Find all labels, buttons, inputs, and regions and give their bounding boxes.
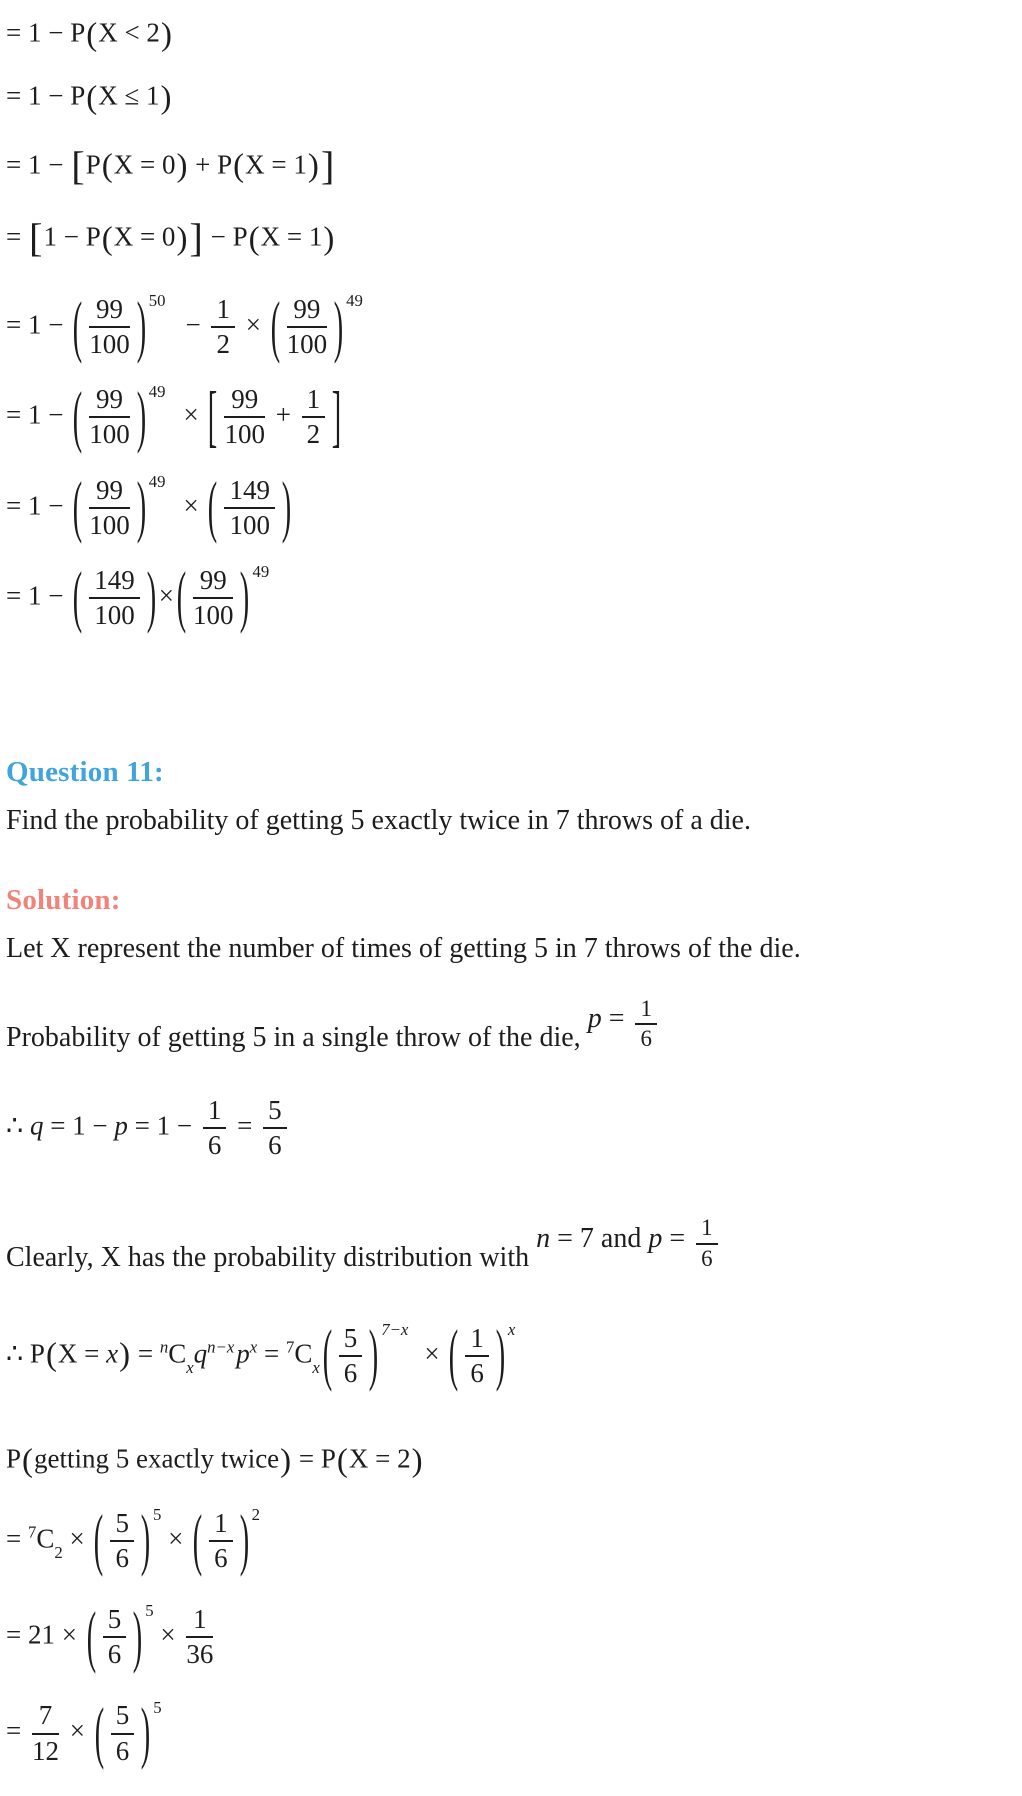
math-fraction [224, 385, 265, 449]
denominator: 6 [701, 1246, 713, 1272]
math-bracket: ) [176, 148, 188, 185]
math-text: = 21 × [6, 1619, 84, 1650]
math-fraction [89, 566, 140, 630]
math-bracket: ) [160, 79, 172, 116]
math-superscript: 7−x [381, 1319, 409, 1339]
math-superscript: x [507, 1319, 516, 1339]
question-11-text: Find the probability of getting 5 exactly twice in 7 throws of a die. [6, 805, 751, 837]
math-text: × [183, 489, 206, 520]
math-text: P [6, 1443, 22, 1474]
math-bracket: ( [248, 220, 260, 257]
eq-ptwice [6, 1440, 1022, 1483]
math-bracket: ] [331, 377, 342, 455]
math-bracket: ( [101, 220, 113, 257]
math-text: Probability of getting 5 in a single throw of the die, [6, 1022, 588, 1054]
math-text: getting 5 exactly twice [34, 1443, 280, 1474]
numerator: 1 [209, 1509, 233, 1542]
eq-6 [6, 377, 1022, 455]
math-superscript: 5 [152, 1505, 162, 1525]
math-bracket: ) [307, 148, 319, 185]
math-text: + [268, 399, 298, 430]
math-fraction [193, 566, 234, 630]
math-text: = [131, 1337, 160, 1368]
numerator: 1 [203, 1096, 227, 1129]
math-text: C [294, 1337, 313, 1368]
math-superscript: x [249, 1336, 258, 1356]
eq-712 [6, 1693, 1022, 1771]
eq-q [6, 1096, 1022, 1160]
math-text: = 1 − [6, 580, 71, 611]
numerator: 5 [103, 1605, 127, 1638]
math-bracket: ) [136, 468, 146, 545]
math-text: = P [292, 1443, 336, 1474]
math-text: × [153, 1619, 183, 1650]
math-text: = [6, 1715, 28, 1746]
eq-2 [6, 77, 1022, 120]
math-text: × [62, 1715, 92, 1746]
math-bracket: ) [160, 17, 172, 53]
math-bracket: ) [146, 558, 156, 635]
math-text: = 1 − P [6, 17, 86, 48]
math-bracket: ( [72, 558, 83, 635]
eq-21 [6, 1597, 1022, 1675]
math-text: X = 2 [348, 1443, 411, 1474]
math-text: = 1 − [6, 399, 71, 430]
math-bracket: ) [140, 1693, 151, 1771]
solution-text-1: Let X represent the number of times of getting 5 in 7 throws of the die. [6, 933, 801, 965]
question-11-heading: Question 11: [6, 756, 164, 789]
numerator: 99 [89, 476, 130, 509]
math-fraction [103, 1605, 127, 1669]
math-bracket: [ [208, 377, 218, 455]
math-subscript: 2 [54, 1542, 63, 1562]
math-superscript: 2 [251, 1505, 260, 1525]
math-bracket: ( [322, 1316, 332, 1393]
math-fraction [32, 1701, 59, 1765]
denominator: 100 [192, 600, 234, 630]
denominator: 6 [640, 1026, 652, 1052]
math-text: = [230, 1110, 260, 1141]
numerator: 1 [465, 1324, 489, 1357]
denominator: 2 [216, 329, 230, 360]
math-superscript: 7 [285, 1336, 295, 1356]
math-bracket: ) [411, 1442, 423, 1479]
math-bracket: ( [176, 558, 187, 635]
solution-text-3 [6, 1215, 1022, 1288]
numerator: 99 [89, 385, 130, 418]
math-variable: p [114, 1110, 128, 1141]
math-text: = [6, 1523, 28, 1554]
math-text: = [601, 1003, 632, 1035]
math-text: − [185, 309, 208, 340]
math-text: = 7 and [550, 1223, 649, 1255]
math-bracket: ( [336, 1442, 348, 1479]
math-fraction [263, 1096, 287, 1160]
math-variable: p [648, 1223, 663, 1255]
math-text: = [662, 1223, 693, 1255]
math-fraction [211, 295, 235, 359]
math-superscript: 7 [27, 1522, 37, 1542]
math-superscript: n−x [207, 1336, 235, 1356]
math-fraction [209, 1509, 233, 1573]
math-bracket: ) [176, 220, 188, 257]
numerator: 1 [635, 997, 656, 1026]
numerator: 1 [696, 1216, 717, 1245]
denominator: 6 [107, 1639, 122, 1670]
math-superscript: 50 [148, 291, 166, 311]
math-bracket: ) [495, 1316, 506, 1393]
denominator: 36 [186, 1639, 214, 1670]
math-bracket: ( [94, 1693, 104, 1771]
math-bracket: ( [72, 468, 83, 545]
math-bracket: ( [233, 148, 245, 185]
math-text: = [6, 221, 28, 252]
math-bracket: ( [45, 1337, 57, 1374]
math-bracket: ) [140, 1501, 151, 1578]
math-text: = 1 − P [6, 80, 86, 111]
numerator: 1 [211, 295, 235, 328]
math-bracket: ) [136, 287, 146, 364]
math-fraction [186, 1605, 213, 1669]
math-text: C [168, 1337, 187, 1368]
denominator: 100 [224, 419, 265, 450]
math-bracket: ) [136, 377, 146, 455]
math-bracket: ( [86, 17, 98, 53]
math-variable: n [536, 1223, 551, 1255]
math-text: X = 0 [113, 148, 176, 179]
math-text: X = 0 [113, 221, 176, 252]
eq-3 [6, 140, 1022, 193]
math-superscript: 5 [153, 1697, 162, 1717]
eq-px [6, 1316, 1022, 1393]
math-text: = 1 − [43, 1110, 115, 1141]
math-text: = 1 − [6, 148, 71, 179]
eq-7 [6, 468, 1022, 545]
math-bracket: ( [101, 148, 113, 185]
denominator: 100 [229, 509, 270, 540]
math-bracket: ) [280, 1442, 292, 1479]
math-fraction [635, 997, 656, 1053]
math-fraction [339, 1324, 363, 1388]
math-fraction [224, 476, 275, 540]
math-text: X < 2 [98, 17, 160, 48]
math-bracket: ( [86, 1597, 96, 1675]
math-fraction [287, 295, 328, 359]
math-bracket: ( [208, 468, 218, 545]
math-text: 1 − P [43, 221, 101, 252]
eq-4 [6, 212, 1022, 265]
math-fraction [111, 1701, 135, 1765]
math-text: = 1 − [6, 309, 71, 340]
math-text: = 1 − [6, 489, 71, 520]
solution-text-2 [6, 995, 1022, 1068]
numerator: 99 [193, 566, 234, 599]
eq-7c2 [6, 1501, 1022, 1578]
math-text: − P [203, 221, 248, 252]
denominator: 100 [89, 419, 130, 450]
numerator: 149 [224, 476, 275, 509]
math-fraction [110, 1509, 134, 1573]
math-text: P [85, 148, 101, 179]
math-fraction [696, 1216, 717, 1272]
math-fraction [203, 1096, 227, 1160]
math-text: Clearly, X has the probability distribution with [6, 1242, 537, 1274]
math-text: X = 1 [245, 148, 307, 179]
math-variable: q [193, 1337, 208, 1368]
math-bracket: ( [72, 377, 83, 455]
math-bracket: ] [320, 142, 335, 188]
math-bracket: ) [281, 468, 292, 545]
numerator: 1 [186, 1605, 213, 1638]
eq-5 [6, 287, 1022, 364]
math-bracket: ( [270, 287, 280, 364]
math-text: ∴ P [6, 1337, 45, 1368]
denominator: 6 [470, 1357, 484, 1388]
numerator: 99 [89, 295, 130, 328]
math-fraction [89, 295, 130, 359]
math-text: = [257, 1337, 286, 1368]
math-fraction [465, 1324, 489, 1388]
denominator: 100 [286, 329, 328, 360]
math-text: × [161, 1523, 191, 1554]
math-bracket: ) [132, 1597, 143, 1675]
numerator: 5 [111, 1701, 135, 1734]
eq-1 [6, 6, 1022, 57]
math-text: X ≤ 1 [98, 80, 160, 111]
math-bracket: ) [369, 1316, 379, 1393]
math-fraction [302, 385, 326, 449]
math-superscript: n [159, 1336, 169, 1356]
numerator: 5 [110, 1509, 134, 1542]
math-bracket: ) [333, 287, 344, 364]
math-text: = 1 − [127, 1110, 199, 1141]
numerator: 7 [32, 1701, 59, 1734]
numerator: 149 [89, 566, 140, 599]
eq-8 [6, 558, 1022, 635]
math-variable: q [29, 1110, 44, 1141]
math-bracket: ) [239, 1501, 249, 1578]
denominator: 100 [94, 600, 135, 630]
math-bracket: ( [22, 1442, 33, 1479]
denominator: 6 [115, 1542, 129, 1573]
math-fraction [89, 385, 130, 449]
math-bracket: ) [323, 220, 335, 257]
math-text: C [36, 1523, 55, 1554]
math-bracket: ) [119, 1337, 131, 1374]
denominator: 2 [306, 419, 321, 450]
numerator: 5 [263, 1096, 287, 1129]
numerator: 99 [224, 385, 265, 418]
denominator: 6 [343, 1357, 358, 1388]
math-bracket: [ [71, 142, 85, 188]
math-subscript: x [186, 1357, 194, 1377]
denominator: 6 [214, 1542, 228, 1573]
math-superscript: 49 [148, 381, 166, 401]
math-text: X = [57, 1337, 107, 1368]
math-variable: p [236, 1337, 250, 1368]
math-text: ∴ [6, 1110, 30, 1141]
math-bracket: ) [240, 558, 250, 635]
denominator: 12 [31, 1735, 59, 1766]
math-text: + P [188, 148, 233, 179]
math-superscript: 5 [145, 1601, 154, 1621]
math-bracket: ( [192, 1501, 203, 1578]
math-text: × [424, 1337, 447, 1368]
math-variable: x [106, 1337, 119, 1368]
denominator: 100 [89, 329, 130, 360]
math-fraction [89, 476, 130, 540]
math-bracket: ( [72, 287, 83, 364]
math-variable: p [587, 1003, 602, 1035]
denominator: 100 [89, 509, 130, 540]
math-text: × [158, 580, 174, 611]
math-text: × [183, 399, 206, 430]
denominator: 6 [207, 1129, 222, 1160]
math-superscript: 49 [252, 562, 270, 582]
numerator: 5 [339, 1324, 363, 1357]
solution-heading: Solution: [6, 884, 121, 917]
math-text: × [62, 1523, 92, 1554]
math-bracket: ( [94, 1501, 104, 1578]
math-text: × [238, 309, 268, 340]
math-bracket: [ [28, 215, 43, 261]
math-text: X = 1 [260, 221, 323, 252]
denominator: 6 [268, 1129, 282, 1160]
denominator: 6 [115, 1735, 130, 1766]
numerator: 99 [287, 295, 328, 328]
numerator: 1 [302, 385, 326, 418]
math-subscript: x [312, 1357, 320, 1377]
math-bracket: ( [449, 1316, 459, 1393]
math-superscript: 49 [346, 291, 363, 311]
math-bracket: ] [189, 215, 203, 261]
math-superscript: 49 [148, 471, 166, 491]
math-bracket: ( [86, 79, 98, 116]
